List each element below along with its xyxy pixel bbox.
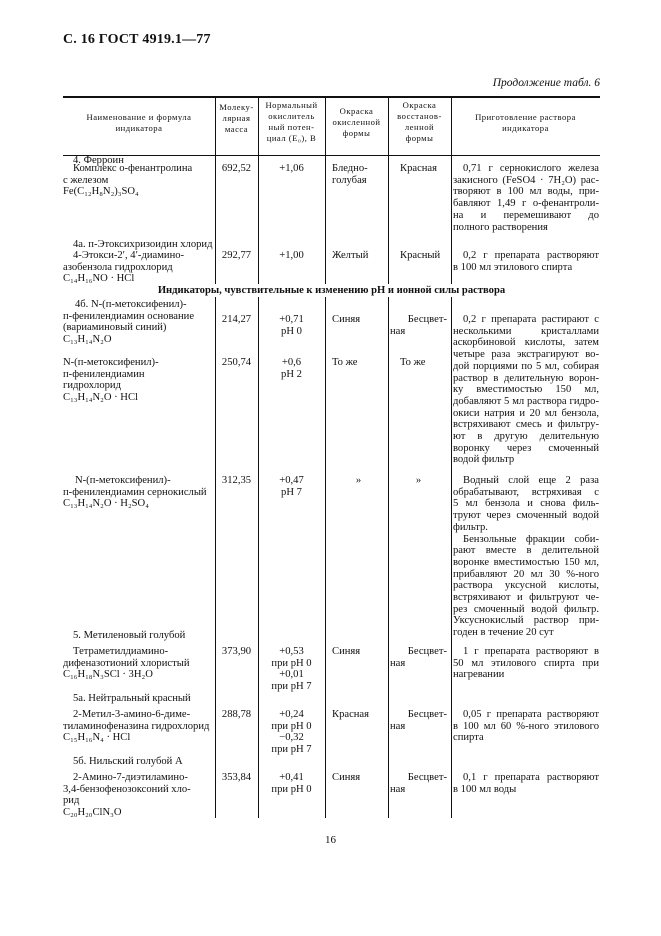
indicator-name-line: гидрохлорид xyxy=(63,380,121,392)
indicator-group-title: 5. Метиленовый голубой xyxy=(73,630,186,641)
normal-potential xyxy=(258,709,325,756)
indicator-name-line: C₁₆H₁₈N₃SCl · 3H₂O xyxy=(63,669,153,681)
indicator-name-line: Комплекс о-фенантролина xyxy=(73,163,193,174)
normal-potential-line: +0,24 xyxy=(279,709,304,720)
reduced-color xyxy=(390,357,447,369)
normal-potential-line: +0,41 xyxy=(279,772,304,783)
indicator-name-line: рид xyxy=(63,795,80,807)
preparation-text-line: труют через смоченный водой xyxy=(453,510,599,522)
header-line: окислитель xyxy=(268,111,315,121)
preparation-text-line: ют в другую делительную xyxy=(453,431,599,443)
header-line: Окраска xyxy=(339,106,374,116)
indicator-name-line: 4б. N-(п-метоксифенил)- xyxy=(75,299,187,310)
indicator-group-title: 4. Ферроин xyxy=(73,155,124,166)
normal-potential xyxy=(258,475,325,498)
preparation-text-line: спирта xyxy=(453,732,484,744)
preparation-text-line: окиси натрия и 20 мл бензола, xyxy=(453,407,599,419)
oxidized-color xyxy=(332,163,385,186)
indicator-name-line: 3,4-бензофенозоксоний хло- xyxy=(63,783,191,795)
indicator-name-line: C₁₃H₁₄N₂O · HCl xyxy=(63,392,138,404)
reduced-color-line: Бесцвет- xyxy=(407,646,447,657)
oxidized-color-line: Желтый xyxy=(332,250,369,261)
oxidized-color xyxy=(332,475,385,487)
preparation-text-line: 50 мл этилового спирта при xyxy=(453,657,599,669)
normal-potential-line: при pH 0 xyxy=(271,783,312,795)
reduced-color-line: Бесцвет- xyxy=(407,709,447,720)
header-line: индикатора xyxy=(502,123,549,133)
normal-potential-line: +0,01 xyxy=(279,669,304,681)
molar-mass: 288,78 xyxy=(221,709,252,720)
header-line: Наименование и формула xyxy=(86,112,192,122)
preparation-text xyxy=(453,250,599,273)
preparation-text-line: в 100 мл воды xyxy=(453,783,517,795)
preparation-text-line: несколькими кристаллами xyxy=(453,325,599,337)
indicator-group-title: 5б. Нильский голубой А xyxy=(73,756,183,767)
indicator-name-line: с железом xyxy=(63,174,109,186)
oxidized-color xyxy=(332,772,385,784)
reduced-color-line: » xyxy=(415,475,422,486)
header-line: индикатора xyxy=(115,123,163,133)
preparation-text-line: воронку через смоченный xyxy=(453,442,599,454)
preparation-text xyxy=(453,163,599,233)
indicator-name-line: 4-Этокси-2′, 4′-диамино- xyxy=(73,250,185,261)
header-line: восстанов- xyxy=(397,111,442,121)
indicator-name-line: Fe(C₁₂H₈N₂)₃SO₄ xyxy=(63,186,139,198)
indicator-name xyxy=(63,709,213,744)
indicator-name xyxy=(63,772,213,819)
header-potential xyxy=(258,100,325,144)
oxidized-color xyxy=(332,646,385,658)
indicator-name-line: C₁₅H₁₆N₄ · HCl xyxy=(63,732,131,744)
preparation-text-line: встряхивают смесь и фильтру- xyxy=(453,419,599,431)
preparation-text xyxy=(453,314,599,466)
normal-potential-line: +0,6 xyxy=(281,357,302,368)
preparation-text xyxy=(453,646,599,681)
reduced-color-line: ная xyxy=(390,657,406,669)
normal-potential-line: +1,06 xyxy=(279,163,304,174)
normal-potential-line: pH 2 xyxy=(281,368,302,380)
oxidized-color-line: Синяя xyxy=(332,772,361,783)
header-bottom-rule xyxy=(63,155,600,156)
preparation-text-line: 0,71 г сернокислого железа xyxy=(463,163,599,174)
reduced-color xyxy=(390,709,447,732)
preparation-text-line: в 100 мл 60 %-ного этилового xyxy=(453,720,599,732)
molar-mass: 292,77 xyxy=(221,250,252,261)
indicator-name xyxy=(63,357,213,404)
preparation-text-line: полного растворения xyxy=(453,221,548,233)
oxidized-color xyxy=(332,250,385,262)
header-line: лярная xyxy=(222,113,251,123)
header-line: Молеку- xyxy=(219,102,254,112)
header-line: циал (E₀), В xyxy=(266,133,317,143)
indicator-name-line: п-фенилендиамин сернокислый xyxy=(63,486,207,498)
indicator-name-line: 2-Амино-7-диэтиламино- xyxy=(73,772,188,783)
indicator-name-line: N-(п-метоксифенил)- xyxy=(63,357,159,368)
indicator-name-line: Тетраметилдиамино- xyxy=(73,646,169,657)
header-line: формы xyxy=(342,128,371,138)
reduced-color-line: Красный xyxy=(400,250,441,261)
indicator-name xyxy=(63,250,213,285)
indicator-name-line: азобензола гидрохлорид xyxy=(63,261,173,273)
preparation-text-line: 0,1 г препарата растворяют xyxy=(463,772,599,783)
indicator-name-line: N-(п-метоксифенил)- xyxy=(75,475,171,486)
indicator-group-title: 5а. Нейтральный красный xyxy=(73,693,191,704)
header-reduced-color xyxy=(388,100,451,144)
preparation-text xyxy=(453,772,599,795)
indicator-name-line: п-фенилендиамин xyxy=(63,368,145,380)
oxidized-color-line: голубая xyxy=(332,174,367,186)
preparation-text-line: раствора уксусной кислоты, xyxy=(453,580,599,592)
column-divider xyxy=(451,297,452,818)
indicator-name-line: п-фенилендиамин основание xyxy=(63,310,195,322)
normal-potential-line: +1,00 xyxy=(279,250,304,261)
molar-mass: 353,84 xyxy=(221,772,252,783)
reduced-color-line: ная xyxy=(390,325,406,337)
preparation-text-line: встряхивают и фильтруют че- xyxy=(453,592,599,604)
table-continuation-label: Продолжение табл. 6 xyxy=(492,77,600,89)
indicator-name xyxy=(63,475,213,510)
preparation-text xyxy=(453,534,599,639)
header-name xyxy=(63,112,215,134)
header-oxidized-color xyxy=(325,106,388,139)
header-molar-mass xyxy=(215,102,258,135)
preparation-text-line: фильтр. xyxy=(453,521,488,533)
reduced-color xyxy=(390,250,447,262)
normal-potential xyxy=(258,314,325,337)
indicator-name-line: дифеназотионий хлористый xyxy=(63,657,190,669)
preparation-text-line: рают вместе в делительной xyxy=(453,545,599,557)
preparation-text-line: Водный слой еще 2 раза xyxy=(463,475,599,486)
header-line: Окраска xyxy=(402,100,437,110)
oxidized-color-line: То же xyxy=(332,357,358,368)
normal-potential xyxy=(258,772,325,795)
preparation-text-line: ку вместимостью 150 мл, xyxy=(453,384,599,396)
header-line: масса xyxy=(224,124,249,134)
normal-potential-line: при pH 7 xyxy=(271,681,312,693)
reduced-color xyxy=(390,163,447,175)
indicator-name-line: C₁₃H₁₄N₂O xyxy=(63,334,112,346)
preparation-text-line: обрабатывают, встряхивая с xyxy=(453,486,599,498)
normal-potential-line: при pH 7 xyxy=(271,744,312,756)
preparation-text-line: 5 мл бензола и снова филь- xyxy=(453,498,599,510)
reduced-color xyxy=(390,314,447,337)
reduced-color-line: То же xyxy=(400,357,426,368)
preparation-text-line: воронке вместимостью 150 мл, xyxy=(453,556,599,568)
indicator-name-line: (вариаминовый синий) xyxy=(63,322,167,334)
oxidized-color-line: Синяя xyxy=(332,646,361,657)
preparation-text xyxy=(453,709,599,744)
molar-mass: 373,90 xyxy=(221,646,252,657)
preparation-text-line: водой фильтр xyxy=(453,454,515,466)
indicator-group-title: 4а. п-Этоксихризоидин хлорид xyxy=(73,239,213,250)
indicator-name xyxy=(63,163,213,198)
preparation-text-line: 0,2 г препарата растворяют xyxy=(463,250,599,261)
reduced-color xyxy=(390,772,447,795)
preparation-text-line: бавляют 1,49 г о-фенантроли- xyxy=(453,198,599,210)
reduced-color xyxy=(390,475,447,487)
preparation-text-line: прибавляют 20 мл 30 %-ного xyxy=(453,568,599,580)
page-title: С. 16 ГОСТ 4919.1—77 xyxy=(63,32,211,47)
indicator-name-line: 2-Метил-3-амино-6-диме- xyxy=(73,709,191,720)
normal-potential-line: +0,71 xyxy=(279,314,304,325)
normal-potential xyxy=(258,357,325,380)
normal-potential-line: при pH 0 xyxy=(271,720,312,732)
preparation-text-line: рез смоченный водой фильтр. xyxy=(453,603,599,615)
preparation-text-line: Бензольные фракции соби- xyxy=(463,533,599,545)
header-line: ленной xyxy=(404,122,435,132)
normal-potential-line: pH 7 xyxy=(281,486,302,498)
preparation-text-line: творяют в 100 мл воды, при- xyxy=(453,186,599,198)
indicator-name-line: C₁₄H₁₆NO · HCl xyxy=(63,273,135,285)
oxidized-color-line: » xyxy=(355,475,362,486)
molar-mass: 312,35 xyxy=(221,475,252,486)
column-divider xyxy=(215,297,216,818)
oxidized-color xyxy=(332,709,385,721)
oxidized-color-line: Красная xyxy=(332,709,370,720)
molar-mass: 250,74 xyxy=(221,357,252,368)
molar-mass: 692,52 xyxy=(221,163,252,174)
normal-potential-line: +0,53 xyxy=(279,646,304,657)
column-divider xyxy=(325,297,326,818)
column-divider xyxy=(388,297,389,818)
normal-potential xyxy=(258,250,325,262)
reduced-color-line: Красная xyxy=(400,163,438,174)
oxidized-color-line: Бледно- xyxy=(332,163,368,174)
preparation-text-line: закисного (FeSO4 · 7H₂O) рас- xyxy=(453,174,599,186)
normal-potential-line: при pH 0 xyxy=(271,657,312,669)
preparation-text-line: на и перемешивают до xyxy=(453,209,599,221)
reduced-color-line: ная xyxy=(390,720,406,732)
oxidized-color-line: Синяя xyxy=(332,314,361,325)
preparation-text-line: раствор в делительную ворон- xyxy=(453,372,599,384)
indicator-name-line: C₁₃H₁₄N₂O · H₂SO₄ xyxy=(63,498,149,510)
indicator-name xyxy=(63,299,213,346)
normal-potential xyxy=(258,163,325,175)
molar-mass: 214,27 xyxy=(221,314,252,325)
normal-potential-line: −0,32 xyxy=(279,732,304,744)
indicator-name-line: тиламинофеназина гидрохлорид xyxy=(63,720,210,732)
preparation-text-line: Уксуснокислый раствор при- xyxy=(453,615,599,627)
reduced-color-line: Бесцвет- xyxy=(407,772,447,783)
reduced-color-line: Бесцвет- xyxy=(407,314,447,325)
section-heading: Индикаторы, чувствительные к изменению pH и ионной силы раствора xyxy=(157,285,506,296)
preparation-text-line: 0,2 г препарата растирают с xyxy=(463,314,599,325)
preparation-text-line: четыре раза экстрагируют во- xyxy=(453,349,599,361)
table-top-rule xyxy=(63,96,600,98)
header-line: Нормальный xyxy=(265,100,318,110)
header-line: ный потен- xyxy=(268,122,315,132)
normal-potential-line: +0,47 xyxy=(279,475,304,486)
indicator-name xyxy=(63,646,213,681)
preparation-text xyxy=(453,475,599,534)
preparation-text-line: 1 г препарата растворяют в xyxy=(463,646,599,657)
header-line: Приготовление раствора xyxy=(475,112,576,122)
reduced-color xyxy=(390,646,447,669)
oxidized-color xyxy=(332,357,385,369)
page-number: 16 xyxy=(325,834,336,846)
preparation-text-line: нагревании xyxy=(453,669,505,681)
header-line: формы xyxy=(405,133,434,143)
preparation-text-line: годен в течение 20 сут xyxy=(453,627,554,639)
header-preparation xyxy=(451,112,600,134)
preparation-text-line: 0,05 г препарата растворяют xyxy=(463,709,599,720)
indicator-name-line: C₂₀H₂₀ClN₃O xyxy=(63,807,122,819)
preparation-text-line: добавляют 5 мл раствора гидро- xyxy=(453,395,599,407)
preparation-text-line: дой порциями по 5 мл, собирая xyxy=(453,360,599,372)
normal-potential xyxy=(258,646,325,693)
oxidized-color xyxy=(332,314,385,326)
reduced-color-line: ная xyxy=(390,783,406,795)
preparation-text-line: в 100 мл этилового спирта xyxy=(453,261,573,273)
normal-potential-line: pH 0 xyxy=(281,325,302,337)
header-line: окисленной xyxy=(332,117,381,127)
preparation-text-line: аскорбиновой кислоты, затем xyxy=(453,337,599,349)
